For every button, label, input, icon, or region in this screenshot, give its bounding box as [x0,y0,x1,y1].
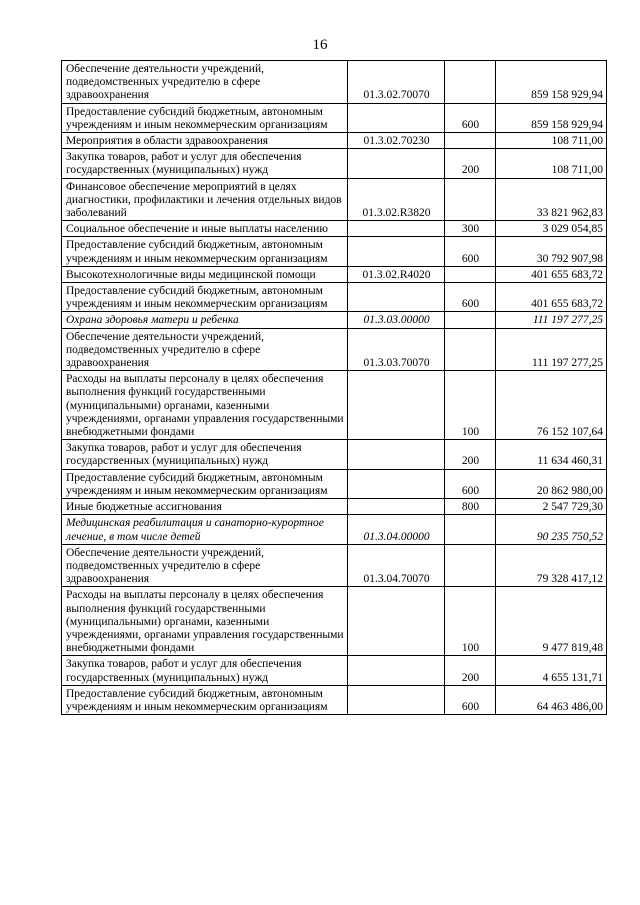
row-sum-cell: 76 152 107,64 [496,371,607,440]
table-row [62,149,607,178]
row-sum-cell: 79 328 417,12 [496,544,607,587]
row-name-cell: Предоставление субсидий бюджетным, автономным учреждениям и иным некоммерческим организациям [62,685,348,714]
row-sum-cell: 33 821 962,83 [496,178,607,221]
table-row [62,221,607,237]
row-csr-cell [348,499,445,515]
row-vr-cell: 600 [445,103,496,132]
row-sum-cell: 20 862 980,00 [496,469,607,498]
table-row [62,469,607,498]
row-sum-cell: 64 463 486,00 [496,685,607,714]
row-csr-cell: 01.3.04.70070 [348,544,445,587]
row-name-cell: Высокотехнологичные виды медицинской помощи [62,266,348,282]
row-name-cell: Социальное обеспечение и иные выплаты населению [62,221,348,237]
row-sum-cell: 401 655 683,72 [496,283,607,312]
row-vr-cell [445,61,496,104]
row-csr-cell [348,469,445,498]
row-vr-cell: 600 [445,469,496,498]
row-vr-cell [445,328,496,371]
budget-table-body [62,61,607,715]
table-row [62,515,607,544]
row-sum-cell: 111 197 277,25 [496,328,607,371]
row-csr-cell [348,685,445,714]
row-csr-cell: 01.3.03.00000 [348,312,445,328]
table-row [62,178,607,221]
row-sum-cell: 30 792 907,98 [496,237,607,266]
row-sum-cell: 9 477 819,48 [496,587,607,656]
row-sum-cell: 859 158 929,94 [496,61,607,104]
row-csr-cell [348,440,445,469]
row-sum-cell: 108 711,00 [496,149,607,178]
table-row [62,440,607,469]
row-name-cell: Расходы на выплаты персоналу в целях обеспечения выполнения функций государственными (муниципальными) органами, казенными учреждениями, органами управления государственными внебюджетными фондами [62,371,348,440]
row-csr-cell [348,103,445,132]
row-sum-cell: 11 634 460,31 [496,440,607,469]
row-sum-cell: 3 029 054,85 [496,221,607,237]
table-row [62,685,607,714]
row-sum-cell: 90 235 750,52 [496,515,607,544]
row-csr-cell: 01.3.03.70070 [348,328,445,371]
row-vr-cell [445,312,496,328]
table-row [62,312,607,328]
row-vr-cell: 100 [445,587,496,656]
row-vr-cell: 300 [445,221,496,237]
table-row [62,544,607,587]
row-name-cell: Обеспечение деятельности учреждений, подведомственных учредителю в сфере здравоохранения [62,61,348,104]
row-name-cell: Финансовое обеспечение мероприятий в целях диагностики, профилактики и лечения отдельных видов заболеваний [62,178,348,221]
row-name-cell: Предоставление субсидий бюджетным, автономным учреждениям и иным некоммерческим организациям [62,469,348,498]
table-row [62,328,607,371]
table-row [62,103,607,132]
row-vr-cell: 200 [445,149,496,178]
row-csr-cell [348,656,445,685]
page-number: 16 [312,37,328,53]
row-vr-cell [445,133,496,149]
row-vr-cell: 100 [445,371,496,440]
row-name-cell: Предоставление субсидий бюджетным, автономным учреждениям и иным некоммерческим организациям [62,237,348,266]
row-vr-cell [445,515,496,544]
row-sum-cell: 859 158 929,94 [496,103,607,132]
row-csr-cell [348,587,445,656]
row-sum-cell: 111 197 277,25 [496,312,607,328]
table-row [62,237,607,266]
row-csr-cell [348,237,445,266]
row-vr-cell: 200 [445,440,496,469]
table-row [62,656,607,685]
row-vr-cell: 200 [445,656,496,685]
row-name-cell: Предоставление субсидий бюджетным, автономным учреждениям и иным некоммерческим организациям [62,283,348,312]
row-csr-cell: 01.3.02.R3820 [348,178,445,221]
row-vr-cell: 600 [445,237,496,266]
row-name-cell: Иные бюджетные ассигнования [62,499,348,515]
row-name-cell: Обеспечение деятельности учреждений, подведомственных учредителю в сфере здравоохранения [62,544,348,587]
row-vr-cell [445,266,496,282]
row-csr-cell: 01.3.04.00000 [348,515,445,544]
table-row [62,133,607,149]
budget-table [61,60,607,715]
row-name-cell: Охрана здоровья матери и ребенка [62,312,348,328]
row-vr-cell: 800 [445,499,496,515]
row-sum-cell: 108 711,00 [496,133,607,149]
row-vr-cell: 600 [445,283,496,312]
row-csr-cell: 01.3.02.70230 [348,133,445,149]
row-sum-cell: 4 655 131,71 [496,656,607,685]
table-row [62,499,607,515]
table-row [62,266,607,282]
row-name-cell: Закупка товаров, работ и услуг для обеспечения государственных (муниципальных) нужд [62,656,348,685]
row-vr-cell [445,544,496,587]
row-sum-cell: 2 547 729,30 [496,499,607,515]
row-csr-cell: 01.3.02.70070 [348,61,445,104]
table-row [62,587,607,656]
row-sum-cell: 401 655 683,72 [496,266,607,282]
row-csr-cell [348,371,445,440]
row-csr-cell [348,283,445,312]
row-vr-cell: 600 [445,685,496,714]
row-name-cell: Медицинская реабилитация и санаторно-курортное лечение, в том числе детей [62,515,348,544]
row-name-cell: Мероприятия в области здравоохранения [62,133,348,149]
row-csr-cell [348,221,445,237]
row-name-cell: Расходы на выплаты персоналу в целях обеспечения выполнения функций государственными (муниципальными) органами, казенными учреждениями, органами управления государственными внебюджетными фондами [62,587,348,656]
table-row [62,61,607,104]
row-name-cell: Закупка товаров, работ и услуг для обеспечения государственных (муниципальных) нужд [62,149,348,178]
row-csr-cell [348,149,445,178]
row-name-cell: Обеспечение деятельности учреждений, подведомственных учредителю в сфере здравоохранения [62,328,348,371]
table-row [62,371,607,440]
row-csr-cell: 01.3.02.R4020 [348,266,445,282]
row-name-cell: Предоставление субсидий бюджетным, автономным учреждениям и иным некоммерческим организациям [62,103,348,132]
row-vr-cell [445,178,496,221]
row-name-cell: Закупка товаров, работ и услуг для обеспечения государственных (муниципальных) нужд [62,440,348,469]
table-row [62,283,607,312]
